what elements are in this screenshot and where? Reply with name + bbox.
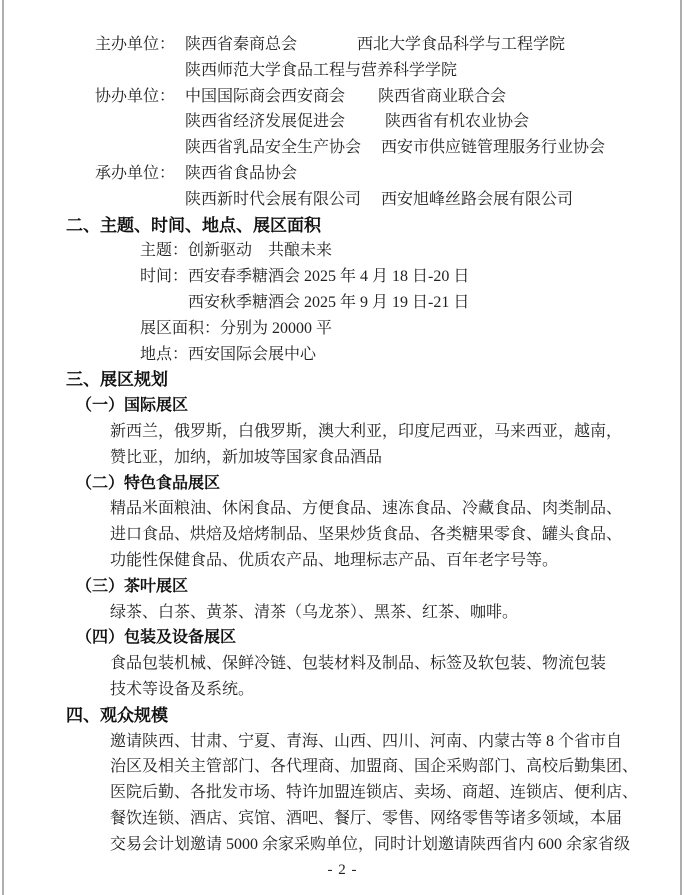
undertaker-row: [0, 187, 685, 213]
section-heading-text: 二、主题、时间、地点、展区面积: [66, 215, 321, 235]
host-unit-row: [0, 58, 685, 84]
theme-row: [0, 238, 685, 264]
org-name: 陕西省食品协会: [185, 164, 298, 182]
location-value: 西安国际会展中心: [188, 345, 317, 363]
paragraph-text: 新西兰，俄罗斯，白俄罗斯，澳大利亚，印度尼西亚，马来西亚，越南，: [110, 422, 623, 440]
location-row: [0, 342, 685, 368]
org-name: 陕西省经济发展促进会: [185, 113, 346, 131]
paragraph-line: [0, 651, 685, 677]
section-2-heading: [0, 213, 685, 239]
paragraph-line: [0, 419, 685, 445]
paragraph-text: 技术等设备及系统。: [110, 680, 255, 698]
org-name: 陕西省秦商总会: [185, 36, 298, 53]
host-unit-label: 主办单位：: [95, 36, 176, 53]
paragraph-line: [0, 600, 685, 626]
org-name: 中国国际商会西安商会: [185, 87, 346, 105]
paragraph-line: [0, 754, 685, 780]
paragraph-text: 治区及相关主管部门、各代理商、加盟商、国企采购部门、高校后勤集团、: [110, 758, 639, 776]
paragraph-text: 邀请陕西、甘肃、宁夏、青海、山西、四川、河南、内蒙古等 8 个省市自: [110, 732, 623, 750]
org-name: 陕西省有机农业协会: [385, 113, 530, 131]
org-name: 陕西省商业联合会: [378, 87, 507, 105]
paragraph-line: [0, 729, 685, 755]
co-organizer-row: [0, 109, 685, 135]
paragraph-text: 医院后勤、各批发市场、特许加盟连锁店、卖场、商超、连锁店、便利店、: [110, 784, 639, 802]
org-name: 陕西省乳品安全生产协会: [185, 139, 362, 157]
subsection-3-heading: [0, 574, 685, 600]
page-number-text: - 2 -: [327, 861, 358, 878]
paragraph-line: [0, 522, 685, 548]
co-organizer-row: [0, 135, 685, 161]
area-row: [0, 316, 685, 342]
subsection-heading-text: （二）特色食品展区: [76, 474, 221, 492]
paragraph-text: 交易会计划邀请 5000 余家采购单位，同时计划邀请陕西省内 600 余家省级: [110, 835, 631, 853]
section-4-heading: [0, 703, 685, 729]
time-row: [0, 264, 685, 290]
paragraph-text: 赞比亚，加纳，新加坡等国家食品酒品: [110, 448, 383, 466]
org-name: 西安市供应链管理服务行业协会: [381, 139, 606, 157]
subsection-1-heading: [0, 393, 685, 419]
org-name: 西安旭峰丝路会展有限公司: [381, 190, 574, 208]
time-row: [0, 290, 685, 316]
page-number: [0, 858, 685, 884]
paragraph-text: 餐饮连锁、酒店、宾馆、酒吧、餐厅、零售、网络零售等诸多领域，本届: [110, 809, 623, 827]
paragraph-line: [0, 780, 685, 806]
location-label: 地点：: [140, 345, 189, 363]
subsection-heading-text: （四）包装及设备展区: [76, 629, 237, 647]
subsection-heading-text: （一）国际展区: [76, 397, 189, 415]
co-organizer-row: [0, 84, 685, 110]
subsection-2-heading: [0, 471, 685, 497]
time-label: 时间：: [140, 268, 189, 286]
paragraph-text: 绿茶、白茶、黄茶、清茶（乌龙茶）、黑茶、红茶、咖啡。: [110, 603, 519, 621]
org-name: 陕西师范大学食品工程与营养科学学院: [185, 61, 458, 79]
paragraph-line: [0, 496, 685, 522]
theme-value: 创新驱动 共酿未来: [188, 242, 333, 260]
paragraph-text: 功能性保健食品、优质农产品、地理标志产品、百年老字号等。: [110, 551, 559, 569]
page-edge-right: [680, 0, 682, 895]
area-value: 分别为 20000 平: [220, 319, 333, 337]
paragraph-line: [0, 548, 685, 574]
undertaker-row: [0, 161, 685, 187]
theme-label: 主题：: [140, 242, 189, 260]
undertaker-label: 承办单位：: [95, 164, 176, 182]
time-value: 西安春季糖酒会 2025 年 4 月 18 日-20 日: [188, 268, 470, 286]
paragraph-text: 食品包装机械、保鲜冷链、包装材料及制品、标签及软包装、物流包装: [110, 655, 607, 673]
section-3-heading: [0, 367, 685, 393]
time-value: 西安秋季糖酒会 2025 年 9 月 19 日-21 日: [188, 293, 470, 311]
page-edge-left: [2, 0, 4, 895]
host-unit-row: [0, 32, 685, 58]
org-name: 西北大学食品科学与工程学院: [357, 36, 566, 53]
paragraph-text: 进口食品、烘焙及焙烤制品、坚果炒货食品、各类糖果零食、罐头食品、: [110, 526, 623, 544]
org-name: 陕西新时代会展有限公司: [185, 190, 362, 208]
paragraph-line: [0, 832, 685, 858]
section-heading-text: 四、观众规模: [66, 705, 168, 725]
subsection-heading-text: （三）茶叶展区: [76, 577, 189, 595]
co-organizer-label: 协办单位：: [95, 87, 176, 105]
subsection-4-heading: [0, 625, 685, 651]
paragraph-text: 精品米面粮油、休闲食品、方便食品、速冻食品、冷藏食品、肉类制品、: [110, 500, 623, 518]
section-heading-text: 三、展区规划: [66, 370, 168, 390]
area-label: 展区面积：: [140, 319, 221, 337]
paragraph-line: [0, 806, 685, 832]
paragraph-line: [0, 677, 685, 703]
paragraph-line: [0, 445, 685, 471]
